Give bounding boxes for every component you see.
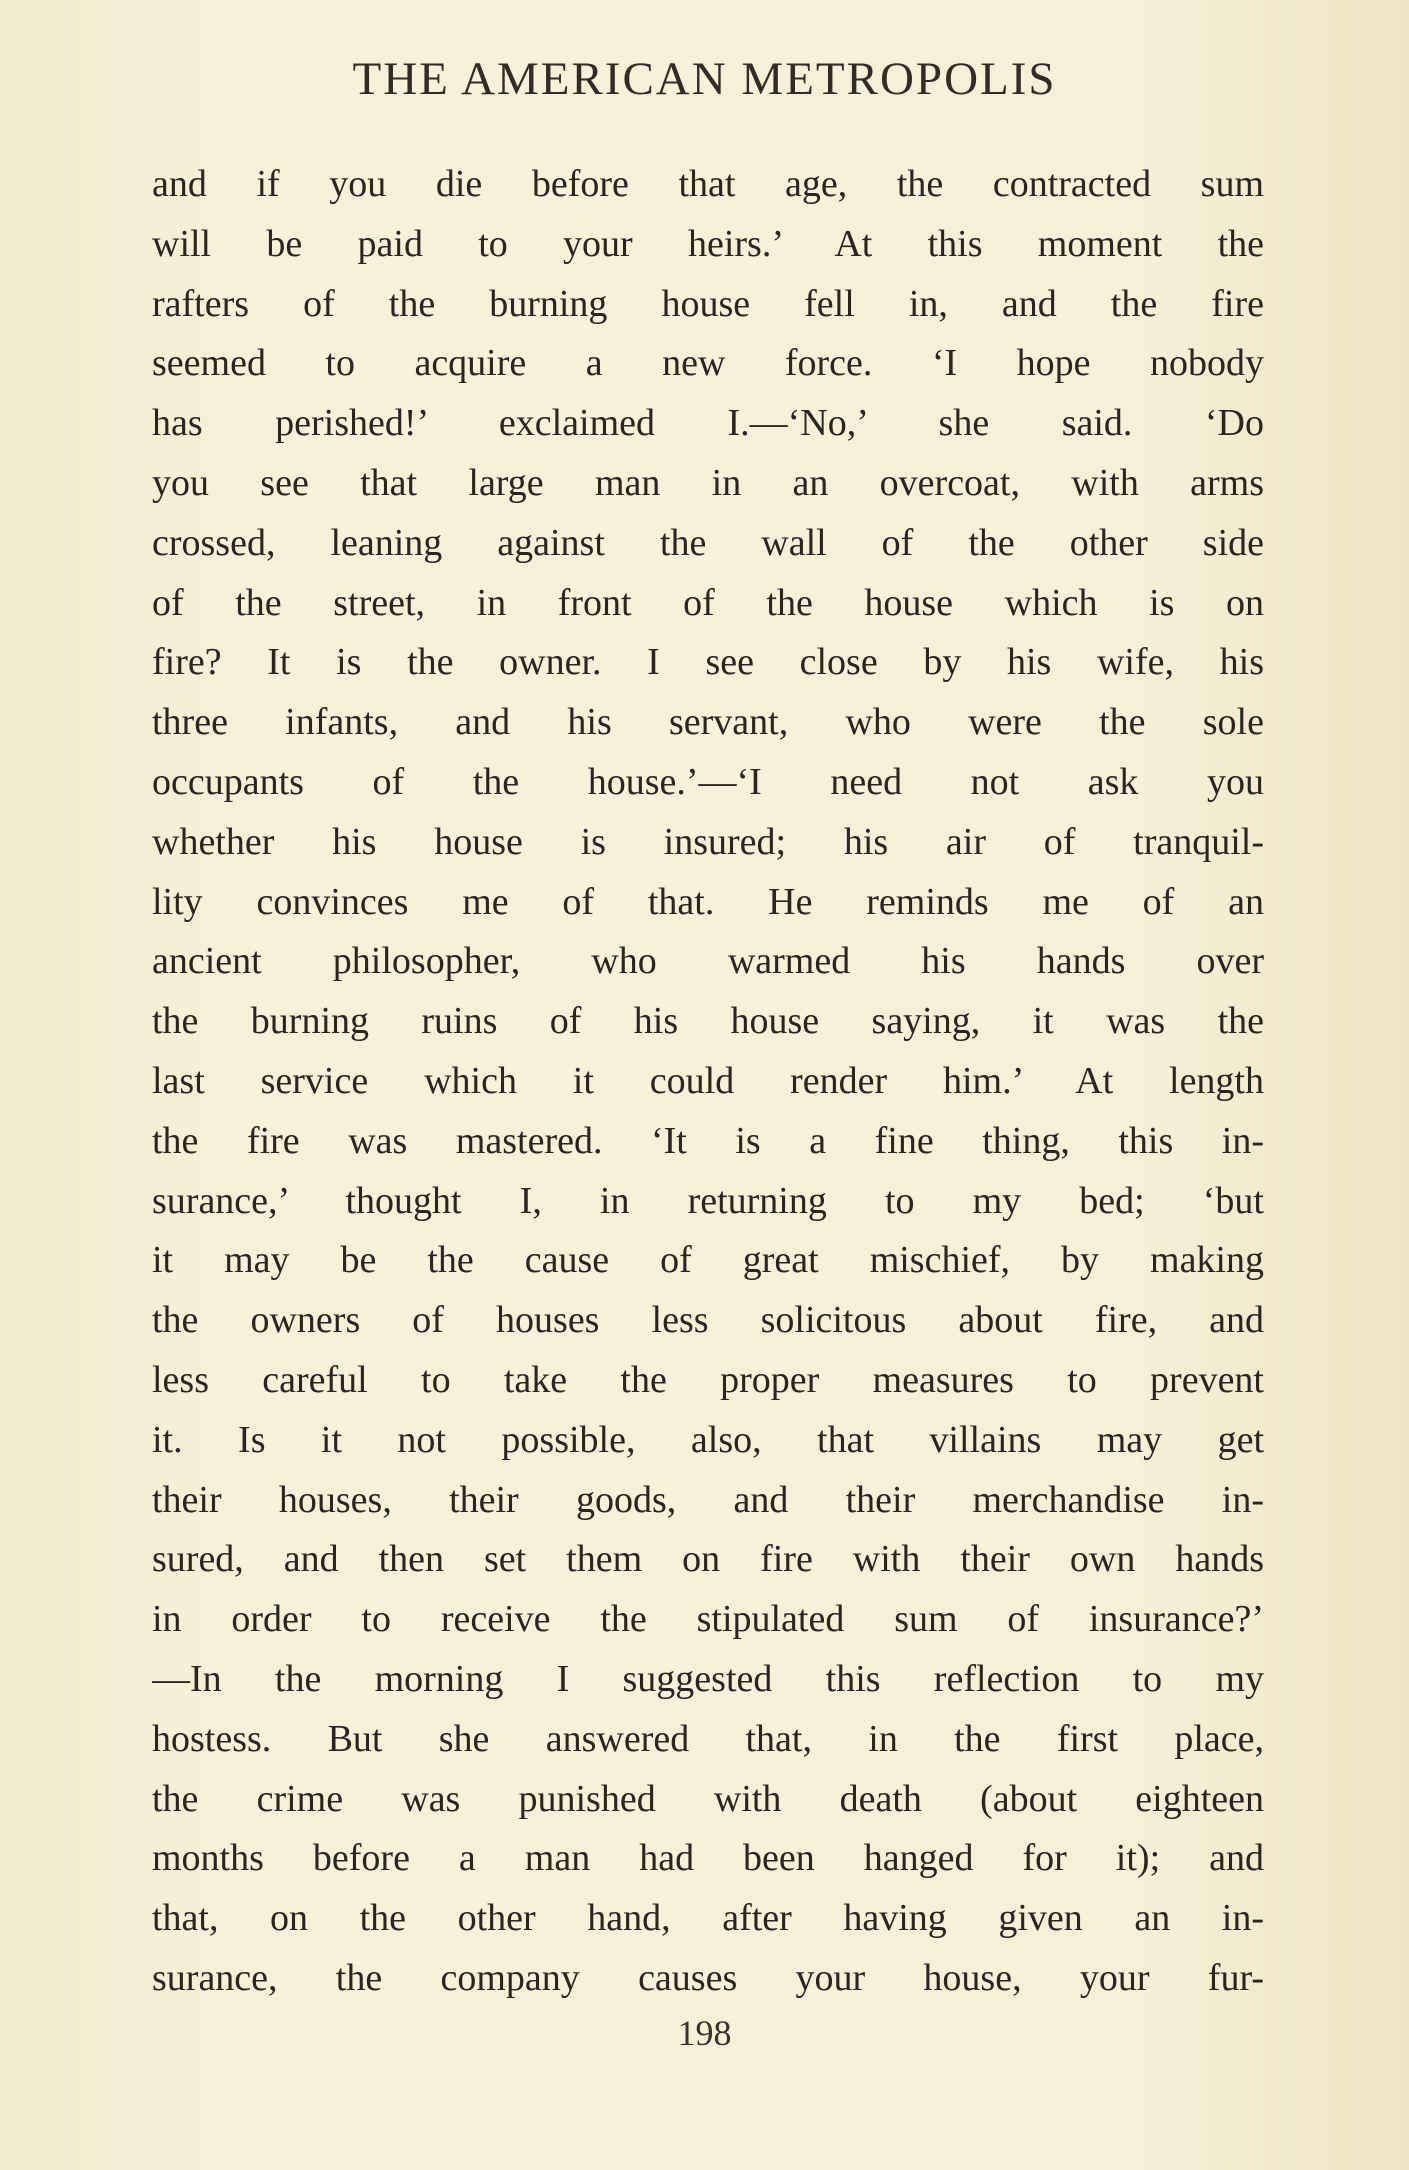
text-line: you see that large man in an overcoat, with arms: [152, 461, 1264, 504]
text-line: —In the morning I suggested this reflection to my: [152, 1657, 1264, 1700]
text-line: occupants of the house.’—‘I need not ask you: [152, 760, 1264, 803]
text-line: it. Is it not possible, also, that villains may get: [152, 1418, 1264, 1461]
text-line: last service which it could render him.’ At length: [152, 1059, 1264, 1102]
text-line: hostess. But she answered that, in the first place,: [152, 1717, 1264, 1760]
text-line: fire? It is the owner. I see close by his wife, his: [152, 641, 1264, 684]
text-line: of the street, in front of the house which is on: [152, 581, 1264, 624]
text-line: it may be the cause of great mischief, by making: [152, 1239, 1264, 1282]
text-line: the crime was punished with death (about eighteen: [152, 1777, 1264, 1820]
text-line: in order to receive the stipulated sum of insurance?’: [152, 1598, 1264, 1641]
text-line: lity convinces me of that. He reminds me of an: [152, 880, 1264, 923]
text-line: has perished!’ exclaimed I.—‘No,’ she said. ‘Do: [152, 402, 1264, 445]
text-line: the fire was mastered. ‘It is a fine thing, this in-: [152, 1119, 1264, 1162]
text-line: whether his house is insured; his air of tranquil-: [152, 820, 1264, 863]
text-line: the burning ruins of his house saying, it was the: [152, 1000, 1264, 1043]
text-line: the owners of houses less solicitous about fire, and: [152, 1299, 1264, 1342]
text-line: surance,’ thought I, in returning to my bed; ‘but: [152, 1179, 1264, 1222]
text-line: rafters of the burning house fell in, and the fire: [152, 282, 1264, 325]
text-line: less careful to take the proper measures to prevent: [152, 1358, 1264, 1401]
text-line: seemed to acquire a new force. ‘I hope nobody: [152, 342, 1264, 385]
text-line: crossed, leaning against the wall of the other side: [152, 521, 1264, 564]
text-line: and if you die before that age, the contracted sum: [152, 163, 1264, 205]
page-number: 198: [677, 2013, 732, 2053]
body-text: [152, 155, 1264, 2009]
text-line: months before a man had been hanged for it); and: [152, 1837, 1264, 1880]
running-title: THE AMERICAN METROPOLIS: [352, 53, 1057, 105]
text-line: will be paid to your heirs.’ At this moment the: [152, 222, 1264, 265]
text-line: three infants, and his servant, who were the sole: [152, 701, 1264, 744]
text-line: sured, and then set them on fire with their own hands: [152, 1538, 1264, 1581]
text-line: their houses, their goods, and their merchandise in-: [152, 1478, 1264, 1521]
text-line: that, on the other hand, after having given an in-: [152, 1897, 1264, 1940]
text-line: ancient philosopher, who warmed his hands over: [152, 940, 1264, 983]
text-line: surance, the company causes your house, your fur-: [152, 1956, 1264, 1999]
